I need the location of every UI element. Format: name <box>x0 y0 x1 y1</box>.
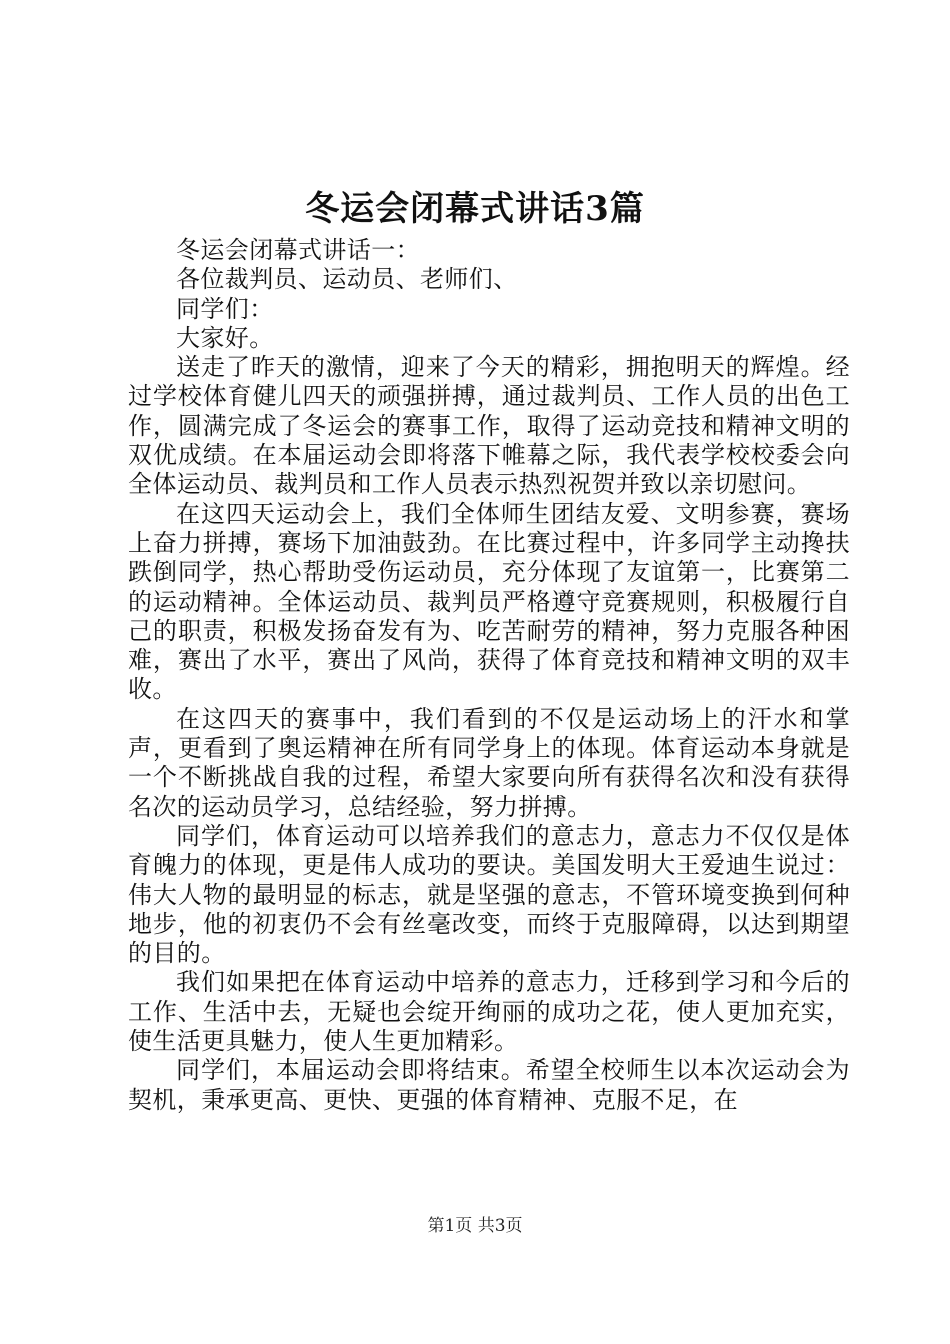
speech-heading: 冬运会闭幕式讲话一： <box>176 236 420 264</box>
body-paragraph: 同学们，本届运动会即将结束。希望全校师生以本次运动会为契机，秉承更高、更快、更强的体育精神、克服不足，在 <box>128 1056 850 1114</box>
body-paragraph: 在这四天运动会上，我们全体师生团结友爱、文明参赛，赛场上奋力拼搏，赛场下加油鼓劲。在比赛过程中，许多同学主动搀扶跌倒同学，热心帮助受伤运动员，充分体现了友谊第一，比赛第二的运动精神。全体运动员、裁判员严格遵守竞赛规则，积极履行自己的职责，积极发扬奋发有为、吃苦耐劳的精神，努力克服各种困难，赛出了水平，赛出了风尚，获得了体育竞技和精神文明的双丰收。 <box>128 499 850 704</box>
body-paragraph: 在这四天的赛事中，我们看到的不仅是运动场上的汗水和掌声，更看到了奥运精神在所有同学身上的体现。体育运动本身就是一个不断挑战自我的过程，希望大家要向所有获得名次和没有获得名次的运动员学习，总结经验，努力拼搏。 <box>128 704 850 821</box>
greeting-line: 大家好。 <box>176 323 274 352</box>
document-title: 冬运会闭幕式讲话3篇 <box>305 189 645 229</box>
body-paragraph: 我们如果把在体育运动中培养的意志力，迁移到学习和今后的工作、生活中去，无疑也会绽开绚丽的成功之花，使人更加充实，使生活更具魅力，使人生更加精彩。 <box>128 968 850 1056</box>
page-number: 第1页 共3页 <box>427 1216 523 1236</box>
salutation-line: 各位裁判员、运动员、老师们、 <box>176 265 518 294</box>
body-paragraph: 送走了昨天的激情，迎来了今天的精彩，拥抱明天的辉煌。经过学校体育健儿四天的顽强拼搏，通过裁判员、工作人员的出色工作，圆满完成了冬运会的赛事工作，取得了运动竞技和精神文明的双优成绩。在本届运动会即将落下帷幕之际，我代表学校校委会向全体运动员、裁判员和工作人员表示热烈祝贺并致以亲切慰问。 <box>128 353 850 499</box>
body-paragraph: 同学们，体育运动可以培养我们的意志力，意志力不仅仅是体育魄力的体现，更是伟人成功的要诀。美国发明大王爱迪生说过：伟大人物的最明显的标志，就是坚强的意志，不管环境变换到何种地步，他的初衷仍不会有丝毫改变，而终于克服障碍，以达到期望的目的。 <box>128 821 850 968</box>
salutation-line: 同学们： <box>176 294 274 323</box>
document-body <box>128 236 850 1115</box>
